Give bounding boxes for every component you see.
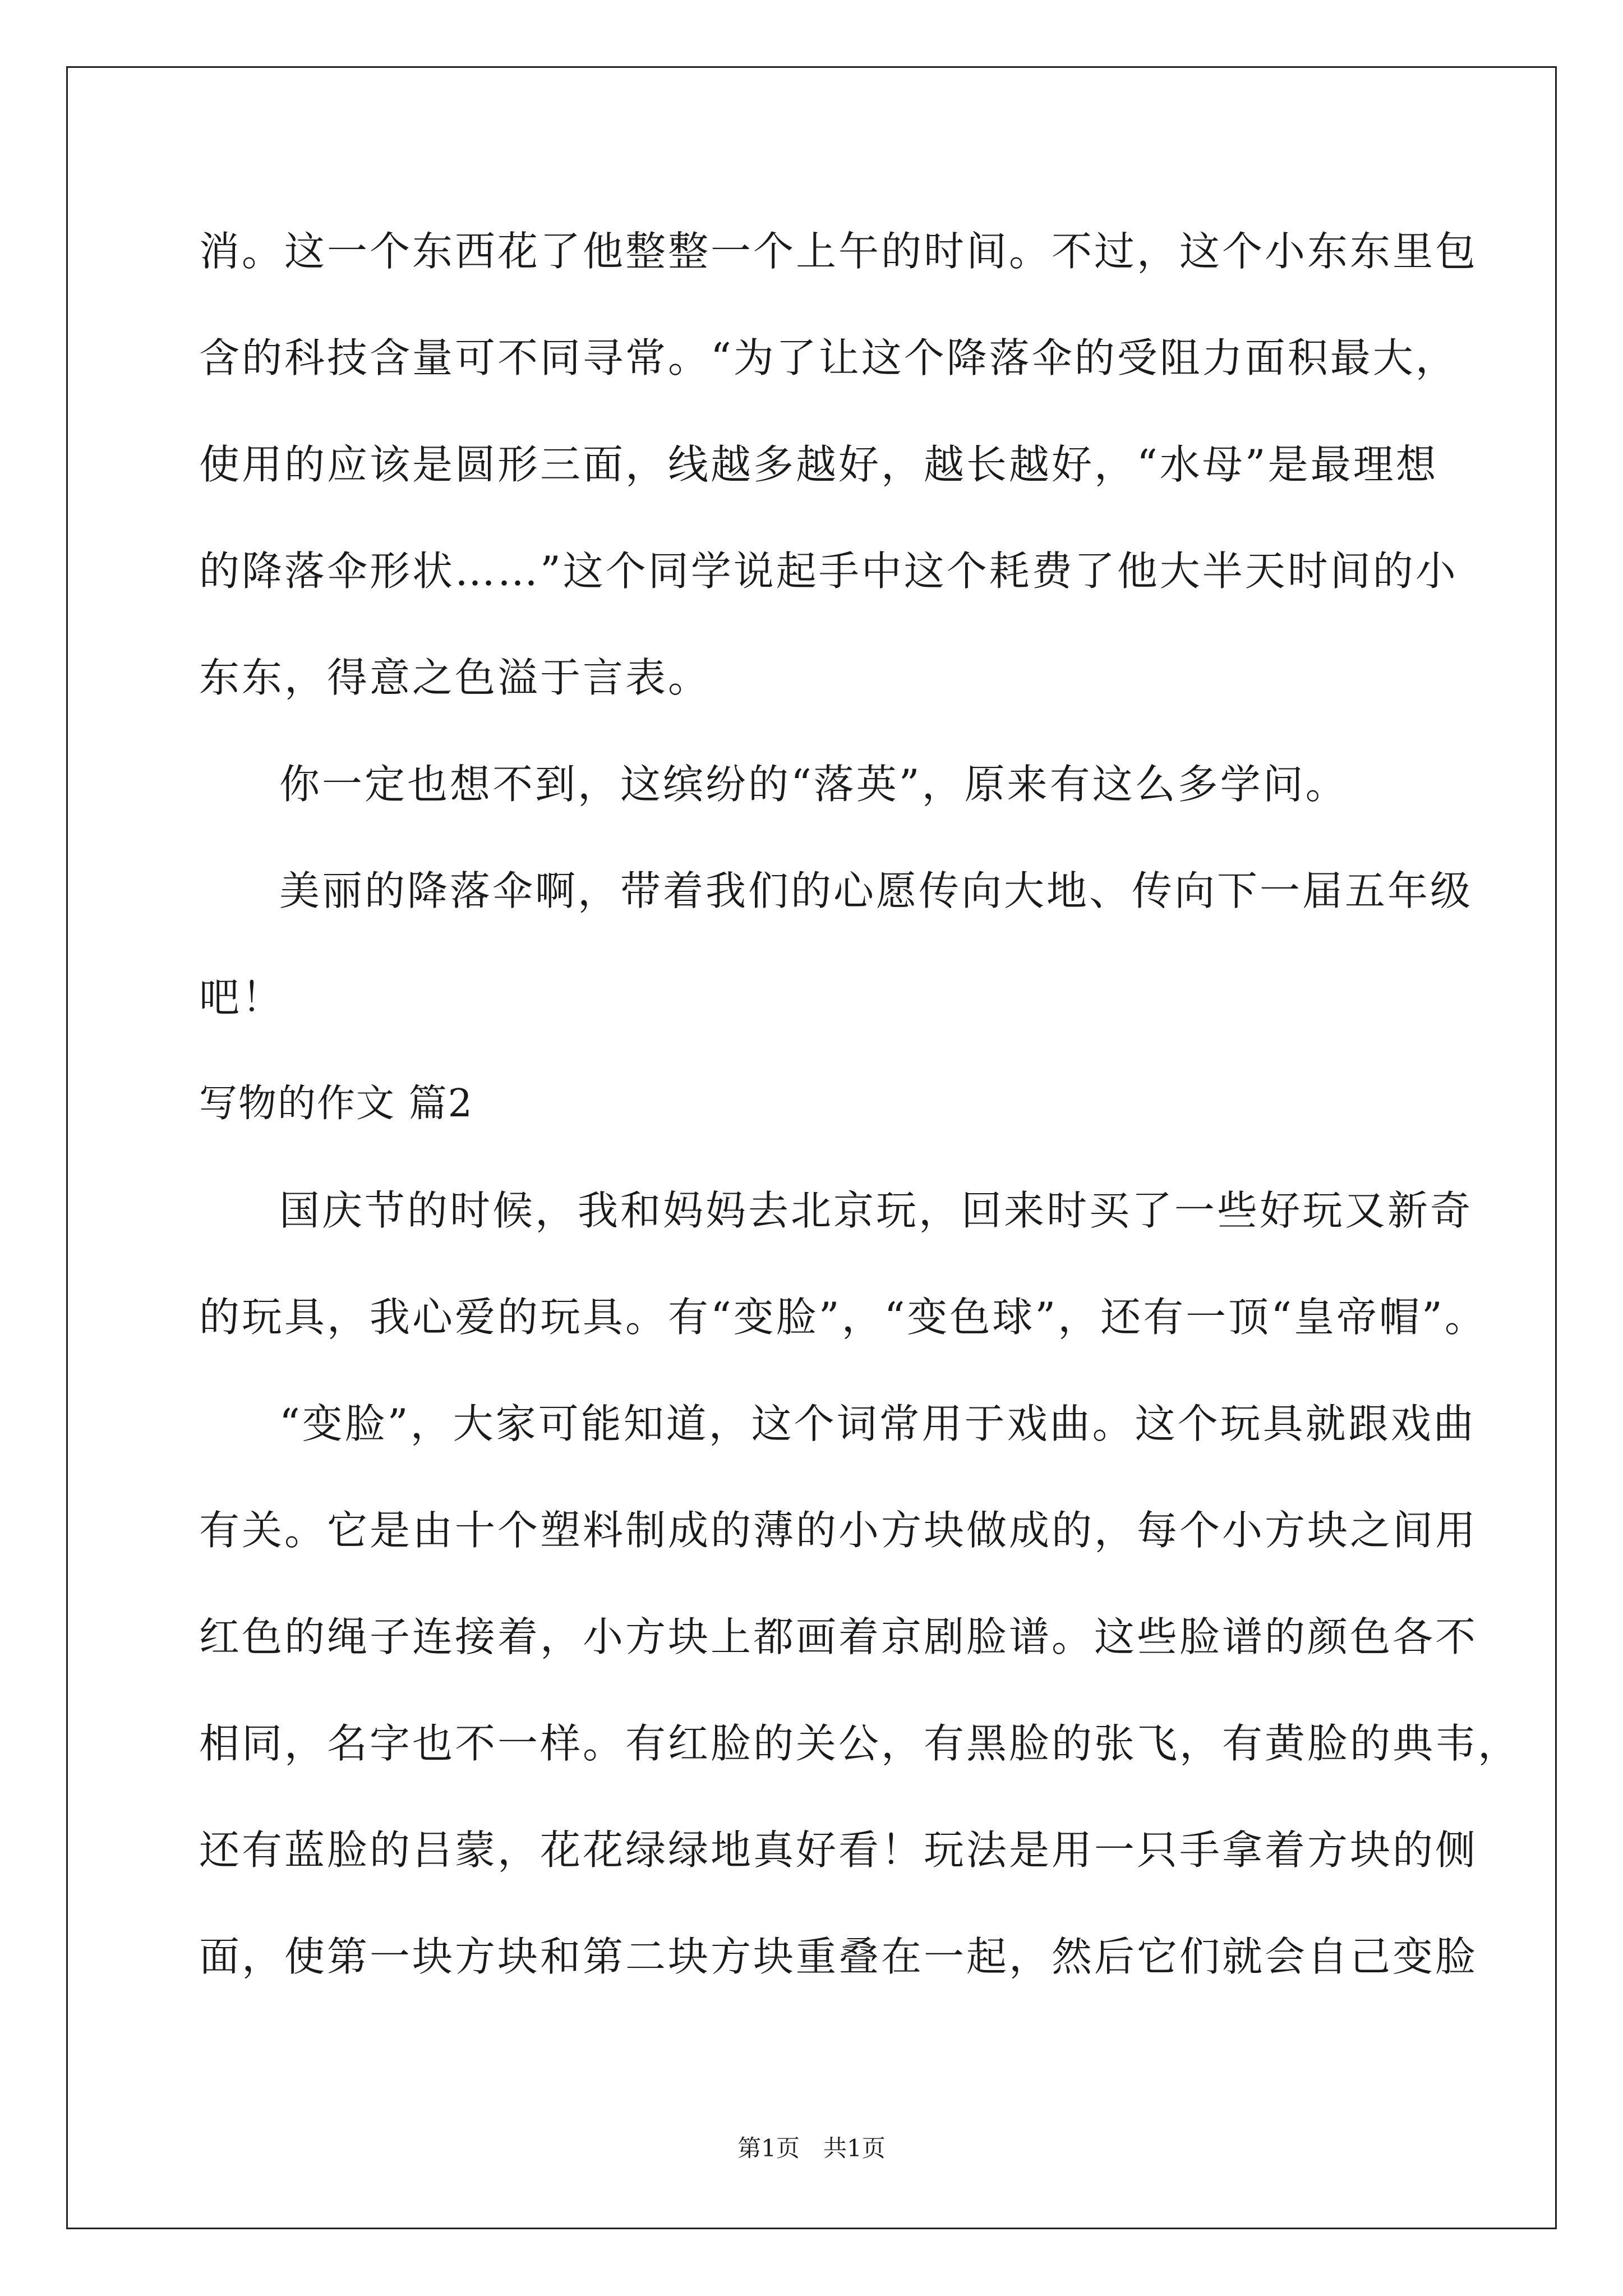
paragraph-3-line-1: 美丽的降落伞啊，带着我们的心愿传向大地、传向下一届五年级 xyxy=(279,867,1473,914)
paragraph-1-line-5: 东东，得意之色溢于言表。 xyxy=(199,654,711,701)
paragraph-1-line-1: 消。这一个东西花了他整整一个上午的时间。不过，这个小东东里包 xyxy=(199,228,1478,275)
paragraph-5-line-3: 红色的绳子连接着，小方块上都画着京剧脸谱。这些脸谱的颜色各不 xyxy=(199,1613,1478,1660)
page-border xyxy=(66,66,1557,2229)
paragraph-1-line-3: 使用的应该是圆形三面，线越多越好，越长越好，“水母”是最理想 xyxy=(199,441,1438,488)
paragraph-2-line-1: 你一定也想不到，这缤纷的“落英”，原来有这么多学问。 xyxy=(279,761,1348,808)
paragraph-3-line-2: 吧！ xyxy=(199,974,285,1021)
paragraph-1-line-2: 含的科技含量可不同寻常。“为了让这个降落伞的受阻力面积最大， xyxy=(199,334,1458,381)
paragraph-5-line-1: “变脸”，大家可能知道，这个词常用于戏曲。这个玩具就跟戏曲 xyxy=(279,1400,1476,1447)
section-heading: 写物的作文 篇2 xyxy=(199,1082,473,1126)
paragraph-4-line-2: 的玩具，我心爱的玩具。有“变脸”，“变色球”，还有一顶“皇帝帽”。 xyxy=(199,1294,1487,1341)
paragraph-5-line-4: 相同，名字也不一样。有红脸的关公，有黑脸的张飞，有黄脸的典韦， xyxy=(199,1720,1521,1767)
paragraph-5-line-6: 面，使第一块方块和第二块方块重叠在一起，然后它们就会自己变脸 xyxy=(199,1933,1478,1980)
paragraph-4-line-1: 国庆节的时候，我和妈妈去北京玩，回来时买了一些好玩又新奇 xyxy=(279,1187,1473,1234)
paragraph-5-line-2: 有关。它是由十个塑料制成的薄的小方块做成的，每个小方块之间用 xyxy=(199,1507,1478,1554)
page-footer: 第1页 共1页 xyxy=(737,2134,886,2162)
paragraph-5-line-5: 还有蓝脸的吕蒙，花花绿绿地真好看！玩法是用一只手拿着方块的侧 xyxy=(199,1826,1478,1874)
paragraph-1-line-4: 的降落伞形状……”这个同学说起手中这个耗费了他大半天时间的小 xyxy=(199,547,1458,595)
